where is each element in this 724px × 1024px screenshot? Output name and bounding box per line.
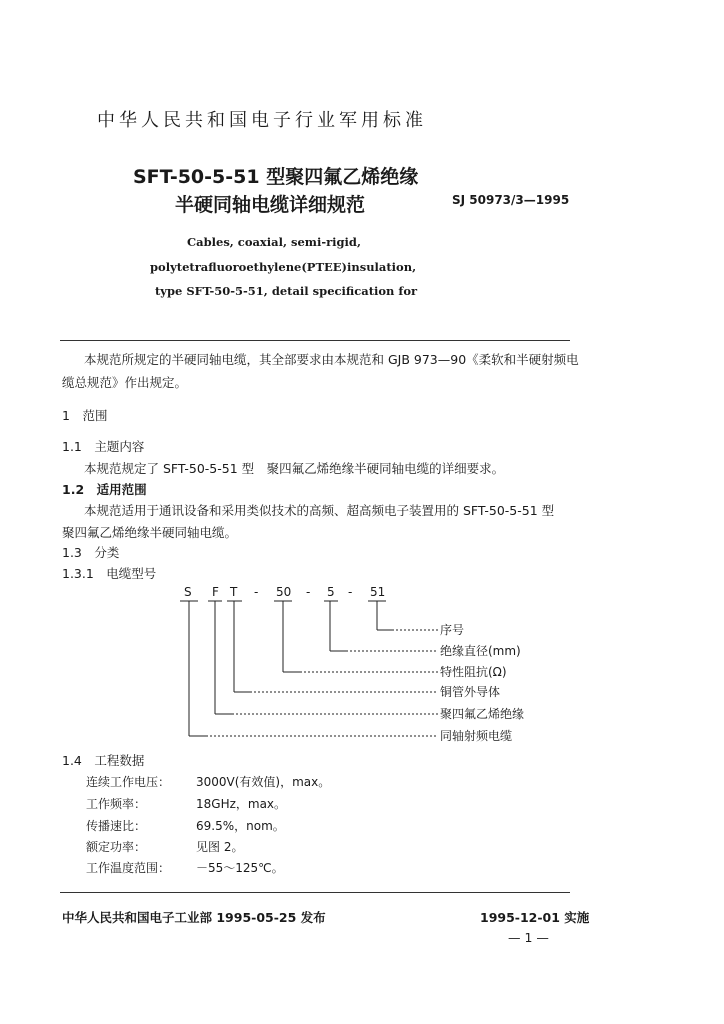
label-ptfe-insulation: 聚四氟乙烯绝缘 bbox=[440, 707, 525, 721]
label-characteristic-impedance: 特性阻抗(Ω) bbox=[440, 665, 507, 679]
spec-title-line2: 半硬同轴电缆详细规范 bbox=[175, 194, 366, 216]
spec-title-line1: SFT-50-5-51 型聚四氟乙烯绝缘 bbox=[133, 166, 419, 188]
code-5: 5 bbox=[327, 585, 335, 599]
english-title-line1: Cables, coaxial, semi-rigid, bbox=[187, 235, 361, 249]
label-copper-outer-conductor: 铜管外导体 bbox=[440, 685, 501, 699]
code-51: 51 bbox=[370, 585, 386, 599]
section-1-1-text: 本规范规定了 SFT-50-5-51 型 聚四氟乙烯绝缘半硬同轴电缆的详细要求。 bbox=[84, 461, 505, 476]
intro-line2: 缆总规范》作出规定。 bbox=[62, 375, 188, 390]
code-t: T bbox=[230, 585, 238, 599]
section-1-2-text-line1: 本规范适用于通讯设备和采用类似技术的高频、超高频电子装置用的 SFT-50-5-51 型 bbox=[84, 503, 555, 518]
eng-row-value: 18GHz，max。 bbox=[196, 797, 287, 811]
english-title-line2: polytetrafluoroethylene(PTEE)insulation, bbox=[150, 260, 417, 274]
eng-row-value: －55～125℃。 bbox=[196, 861, 284, 875]
intro-line1: 本规范所规定的半硬同轴电缆，其全部要求由本规范和 GJB 973—90《柔软和半硬射频电 bbox=[84, 352, 579, 367]
label-coaxial-rf-cable: 同轴射频电缆 bbox=[440, 729, 513, 743]
eng-row-label: 额定功率： bbox=[86, 840, 147, 854]
eng-row-value: 69.5%，nom。 bbox=[196, 819, 285, 833]
label-insulation-diameter: 绝缘直径(mm) bbox=[440, 644, 521, 658]
code-dash1: - bbox=[254, 585, 259, 599]
eng-row-label: 传播速比： bbox=[86, 819, 147, 833]
eng-row-value: 见图 2。 bbox=[196, 840, 244, 854]
section-1-1-heading: 1.1 主题内容 bbox=[62, 439, 145, 454]
effective-date: 1995-12-01 实施 bbox=[480, 910, 590, 925]
top-divider bbox=[60, 340, 570, 341]
bottom-divider bbox=[60, 892, 570, 893]
section-1-3-1-heading: 1.3.1 电缆型号 bbox=[62, 566, 157, 581]
label-serial-number: 序号 bbox=[440, 623, 465, 637]
page-number: — 1 — bbox=[508, 930, 549, 945]
issue-date: 中华人民共和国电子工业部 1995-05-25 发布 bbox=[62, 910, 326, 925]
code-f: F bbox=[212, 585, 219, 599]
section-1-heading: 1 范围 bbox=[62, 408, 108, 423]
cable-model-diagram bbox=[170, 580, 530, 750]
code-50: 50 bbox=[276, 585, 292, 599]
eng-row-label: 连续工作电压： bbox=[86, 775, 171, 789]
section-1-2-heading: 1.2 适用范围 bbox=[62, 482, 147, 497]
section-1-4-heading: 1.4 工程数据 bbox=[62, 753, 145, 768]
code-dash3: - bbox=[348, 585, 353, 599]
standard-category-title: 中华人民共和国电子行业军用标准 bbox=[97, 110, 427, 131]
code-dash2: - bbox=[306, 585, 311, 599]
english-title-line3: type SFT-50-5-51, detail specification for bbox=[155, 284, 418, 298]
eng-row-label: 工作频率： bbox=[86, 797, 147, 811]
eng-row-label: 工作温度范围： bbox=[86, 861, 171, 875]
code-s: S bbox=[184, 585, 192, 599]
eng-row-value: 3000V(有效值)，max。 bbox=[196, 775, 331, 789]
standard-number: SJ 50973/3—1995 bbox=[452, 193, 570, 207]
section-1-3-heading: 1.3 分类 bbox=[62, 545, 120, 560]
section-1-2-text-line2: 聚四氟乙烯绝缘半硬同轴电缆。 bbox=[62, 525, 238, 540]
